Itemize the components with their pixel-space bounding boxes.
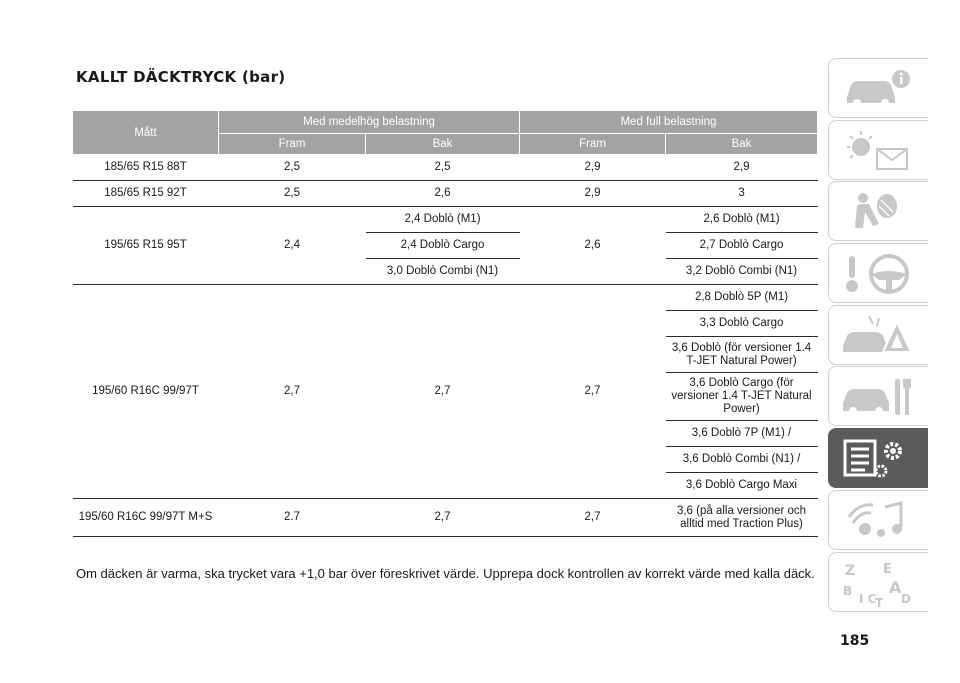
tire-size: 195/60 R16C 99/97T (73, 285, 219, 499)
full-rear-value: 3 (666, 181, 818, 207)
tab-technical-data[interactable] (828, 428, 928, 488)
table-row (73, 181, 818, 207)
full-rear-value: 3,3 Doblò Cargo (666, 311, 818, 337)
tire-size: 185/65 R15 88T (73, 155, 219, 181)
tab-maintenance[interactable] (828, 366, 928, 426)
full-rear-value: 2,7 Doblò Cargo (666, 233, 818, 259)
full-rear-value: 3,6 Doblò 7P (M1) / (666, 421, 818, 447)
svg-text:T: T (875, 595, 884, 607)
svg-text:D: D (901, 591, 911, 606)
svg-text:B: B (843, 583, 853, 598)
table-row (73, 207, 818, 233)
header-size: Mått (73, 111, 219, 155)
full-rear-value: 3,6 Doblò (för versioner 1.4 T-JET Natural Power) (666, 337, 818, 373)
medium-front-value: 2,4 (219, 207, 366, 285)
header-full-load: Med full belastning (520, 111, 818, 134)
tire-size: 195/60 R16C 99/97T M+S (73, 499, 219, 537)
header-full-rear: Bak (666, 134, 818, 155)
medium-front-value: 2,5 (219, 181, 366, 207)
warning-lights-icon (839, 127, 919, 175)
airbag-safety-icon (839, 188, 919, 236)
car-info-icon (839, 65, 919, 113)
svg-text:A: A (889, 577, 902, 597)
warm-tire-note: Om däcken är varma, ska trycket vara +1,0 bar över föreskrivet värde. Upprepa dock kontrollen av korrekt värde med kalla däck. (76, 566, 815, 581)
full-front-value: 2,9 (520, 181, 666, 207)
full-rear-value: 3,6 (på alla versioner och alltid med Traction Plus) (666, 499, 818, 537)
header-medium-load: Med medelhög belastning (219, 111, 520, 134)
multimedia-icon (839, 497, 919, 545)
medium-rear-value: 2,4 Doblò (M1) (366, 207, 520, 233)
full-front-value: 2,7 (520, 285, 666, 499)
tab-warning-lights[interactable] (828, 120, 928, 180)
page-number: 185 (840, 633, 870, 649)
medium-rear-value: 2,6 (366, 181, 520, 207)
chapter-tabs (828, 58, 928, 613)
full-front-value: 2,7 (520, 499, 666, 537)
full-rear-value: 2,8 Doblò 5P (M1) (666, 285, 818, 311)
table-row (73, 155, 818, 181)
tire-size: 185/65 R15 92T (73, 181, 219, 207)
page-title: KALLT DÄCKTRYCK (bar) (76, 68, 286, 86)
medium-front-value: 2,5 (219, 155, 366, 181)
svg-text:E: E (883, 561, 892, 577)
table-row (73, 285, 818, 311)
medium-rear-value: 2,4 Doblò Cargo (366, 233, 520, 259)
medium-rear-value: 2,7 (366, 499, 520, 537)
svg-text:Z: Z (845, 562, 856, 579)
full-rear-value: 3,6 Doblò Cargo Maxi (666, 473, 818, 499)
full-rear-value: 3,6 Doblò Cargo (för versioner 1.4 T-JET Natural Power) (666, 373, 818, 421)
full-rear-value: 3,6 Doblò Combi (N1) / (666, 447, 818, 473)
index-icon (839, 559, 919, 607)
medium-front-value: 2,7 (219, 285, 366, 499)
header-medium-front: Fram (219, 134, 366, 155)
medium-rear-value: 2,5 (366, 155, 520, 181)
medium-rear-value: 3,0 Doblò Combi (N1) (366, 259, 520, 285)
tab-safety[interactable] (828, 181, 928, 241)
full-front-value: 2,9 (520, 155, 666, 181)
medium-rear-value: 2,7 (366, 285, 520, 499)
technical-data-icon (839, 435, 919, 483)
svg-text:I C: I C (859, 591, 877, 606)
full-rear-value: 2,6 Doblò (M1) (666, 207, 818, 233)
table-row (73, 499, 818, 537)
full-front-value: 2,6 (520, 207, 666, 285)
full-rear-value: 3,2 Doblò Combi (N1) (666, 259, 818, 285)
tire-size: 195/65 R15 95T (73, 207, 219, 285)
full-rear-value: 2,9 (666, 155, 818, 181)
steering-wheel-icon (839, 250, 919, 298)
maintenance-icon (839, 373, 919, 421)
emergency-icon (839, 312, 919, 360)
tab-starting-driving[interactable] (828, 243, 928, 303)
tab-car-info[interactable] (828, 58, 928, 118)
tab-multimedia[interactable] (828, 490, 928, 550)
header-medium-rear: Bak (366, 134, 520, 155)
medium-front-value: 2.7 (219, 499, 366, 537)
tab-emergency[interactable] (828, 305, 928, 365)
tire-pressure-table (72, 110, 818, 537)
header-full-front: Fram (520, 134, 666, 155)
tab-index[interactable] (828, 552, 928, 612)
